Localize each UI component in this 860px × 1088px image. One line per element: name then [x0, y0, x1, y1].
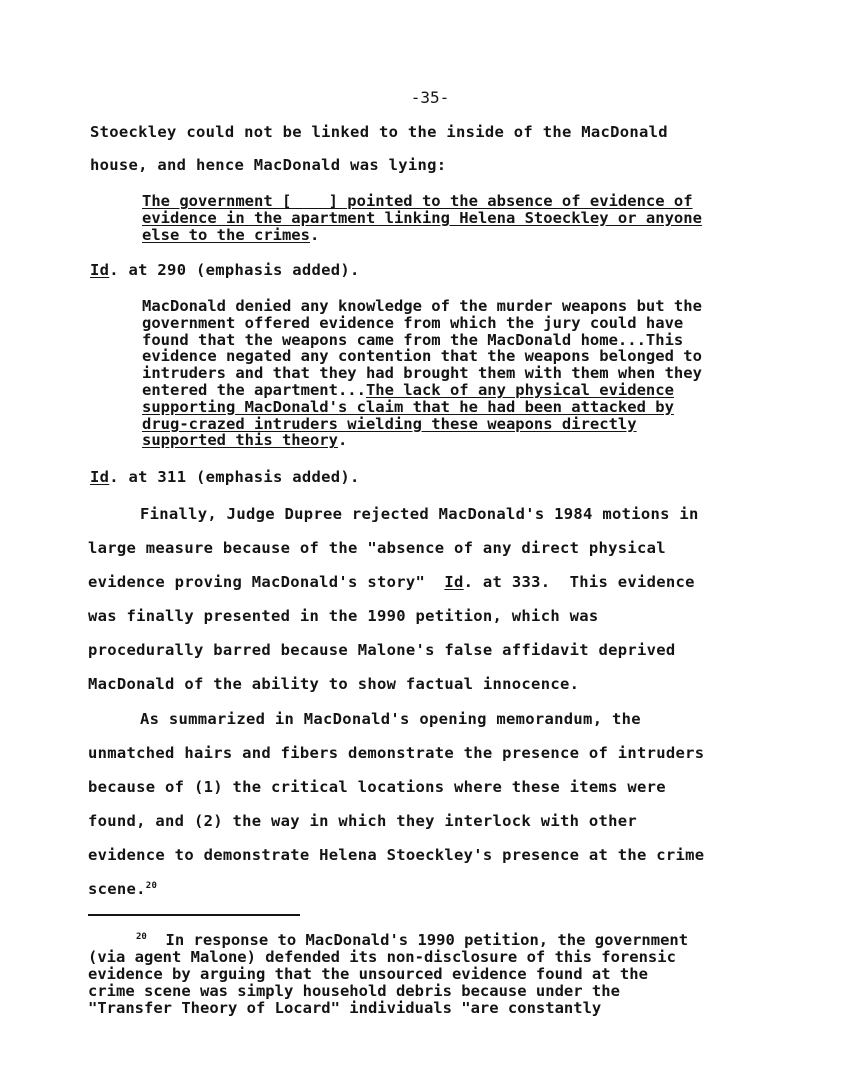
paragraph-line: unmatched hairs and fibers demonstrate the presence of intruders	[88, 744, 705, 762]
quote-line-emphasis: The lack of any physical evidence	[365, 380, 674, 399]
quote-period: .	[337, 431, 348, 450]
paragraph-line: because of (1) the critical locations where these items were	[88, 778, 666, 796]
page-number: -35-	[410, 88, 450, 107]
block-quote-2	[142, 298, 702, 449]
citation-text: . at 311 (emphasis added).	[109, 468, 360, 486]
quote-line: evidence in the apartment linking Helena Stoeckley or anyone	[142, 208, 702, 227]
footnote-divider	[88, 914, 300, 916]
citation-text: . at 290 (emphasis added).	[109, 261, 360, 279]
citation-id: Id	[90, 261, 110, 279]
footnote-line: crime scene was simply household debris because under the	[88, 982, 620, 1000]
footnote-line: (via agent Malone) defended its non-disclosure of this forensic	[88, 948, 676, 966]
quote-line: government offered evidence from which the jury could have	[142, 313, 684, 332]
footnote-line: In response to MacDonald's 1990 petition, the government	[146, 931, 689, 949]
paragraph-line: large measure because of the "absence of any direct physical	[88, 539, 666, 557]
block-quote-1	[142, 193, 702, 243]
footnote-line: evidence by arguing that the unsourced evidence found at the	[88, 965, 648, 983]
quote-line: supported this theory	[142, 431, 338, 450]
citation-id: Id	[444, 573, 464, 591]
paragraph-line: Finally, Judge Dupree rejected MacDonald's 1984 motions in	[140, 505, 699, 523]
citation	[90, 261, 360, 279]
paragraph-line: found, and (2) the way in which they interlock with other	[88, 812, 638, 830]
quote-line: else to the crimes	[142, 225, 310, 244]
paragraph-line: evidence to demonstrate Helena Stoeckley's presence at the crime	[88, 846, 705, 864]
quote-line: drug-crazed intruders wielding these weapons directly	[142, 414, 637, 433]
paragraph-line: scene.$^{20}$	[88, 880, 158, 898]
paragraph-line: was finally presented in the 1990 petition, which was	[88, 607, 599, 625]
paragraph-line: procedurally barred because Malone's false affidavit deprived	[88, 641, 676, 659]
footnote-reference: 20	[145, 880, 158, 891]
footnote	[88, 932, 688, 1017]
paragraph-line: house, and hence MacDonald was lying:	[90, 156, 447, 174]
quote-line: The government [ ] pointed to the absence of evidence of	[142, 192, 693, 210]
paragraph-line: As summarized in MacDonald's opening memorandum, the	[140, 710, 641, 728]
quote-line: supporting MacDonald's claim that he had been attacked by	[142, 397, 674, 416]
quote-line: intruders and that they had brought them with them when they	[142, 364, 702, 383]
footnote-line: "Transfer Theory of Locard" individuals "are constantly	[88, 999, 602, 1017]
paragraph-line: MacDonald of the ability to show factual innocence.	[88, 675, 580, 693]
quote-line: MacDonald denied any knowledge of the murder weapons but the	[142, 297, 702, 315]
citation	[90, 468, 360, 486]
quote-period: .	[309, 225, 320, 244]
paragraph-line: Stoeckley could not be linked to the inside of the MacDonald	[90, 123, 668, 141]
quote-line: entered the apartment...	[142, 380, 366, 399]
footnote-number: 20	[136, 931, 147, 942]
paragraph-line: evidence proving MacDonald's story" Id. at 333. This evidence	[88, 573, 695, 591]
quote-line: evidence negated any contention that the weapons belonged to	[142, 347, 702, 366]
citation-id: Id	[90, 468, 110, 486]
quote-line: found that the weapons came from the MacDonald home...This	[142, 330, 684, 349]
